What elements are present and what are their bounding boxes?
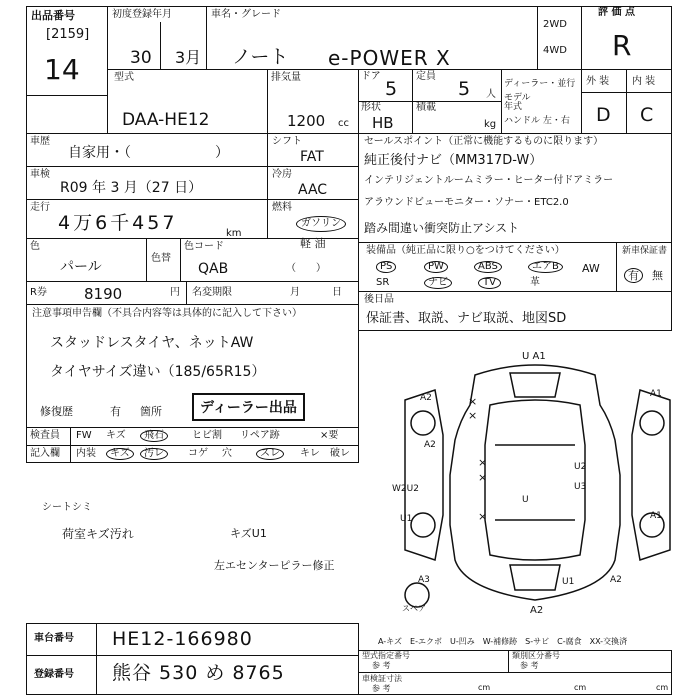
- color-code-value: QAB: [198, 261, 229, 277]
- mark-a2-bottom: A2: [530, 605, 544, 616]
- lot-label: 出品番号: [31, 9, 75, 22]
- handle-label: ハンドル 左・右: [504, 116, 570, 126]
- fuel-diesel: 軽 油: [300, 237, 326, 250]
- capacity-value: 5: [458, 78, 471, 100]
- sales-label: セールスポイント（正常に機能するものに限ります）: [364, 136, 604, 147]
- inspector-row1-1: 飛石: [140, 430, 168, 442]
- stock-number: [2159]: [46, 27, 90, 42]
- dims-cm-2: cm: [574, 683, 587, 692]
- drive-2wd: 2WD: [543, 19, 567, 30]
- notes-label: 注意事項申告欄（不具合内容等は具体的に記入して下さい）: [32, 308, 302, 319]
- rating-value: R: [612, 29, 632, 62]
- inspector-interior: 内装: [76, 448, 96, 459]
- mark-right-2: A2: [610, 575, 622, 585]
- mileage-value: 4万6千457: [58, 212, 178, 234]
- mileage-label: 走行: [30, 202, 50, 213]
- inspection-value: R09 年 3 月（27 日）: [60, 180, 203, 196]
- first-reg-year: 30: [130, 48, 152, 68]
- nominal-label: 名変期限: [192, 287, 232, 298]
- color-code-label: 色コード: [184, 241, 224, 252]
- color-label: 色: [30, 241, 40, 252]
- inspector-label: 検査員: [30, 430, 60, 441]
- displacement-value: 1200: [287, 112, 326, 130]
- equip-leather: 革: [530, 277, 540, 288]
- drive-4wd: 4WD: [543, 45, 567, 56]
- inspector-row2-2: コゲ: [188, 448, 208, 459]
- drive-cell: [537, 6, 582, 70]
- accessories-label: 後日品: [364, 294, 394, 305]
- mark-u-1: U2: [574, 462, 587, 472]
- equip-ps: PS: [376, 261, 396, 273]
- mark-x-1: ×: [468, 395, 478, 408]
- ac-label: 冷房: [272, 169, 292, 180]
- equip-pw: PW: [424, 261, 448, 273]
- mark-right-1: A1: [650, 511, 662, 521]
- entry-label: 記入欄: [30, 448, 60, 459]
- fuel-label: 燃料: [272, 202, 292, 213]
- nominal-month: 月: [290, 287, 300, 298]
- model-value: DAA-HE12: [122, 110, 210, 130]
- mark-left-2: W2U2: [392, 484, 419, 494]
- equip-tv: TV: [478, 277, 501, 289]
- dims-ref: 参 考: [372, 684, 391, 693]
- displacement-label: 排気量: [271, 72, 301, 83]
- mark-right-0: A1: [650, 389, 662, 399]
- class-ref: 参 考: [520, 661, 539, 670]
- inspection-note-3: キズU1: [230, 527, 267, 540]
- plate-label: 登録番号: [34, 669, 74, 680]
- car-grade: e-POWER X: [328, 46, 451, 70]
- mark-x-5: ×: [478, 510, 488, 523]
- inspection-note-1: シートシミ: [42, 502, 92, 513]
- inspector-row1-2: ヒビ割: [192, 430, 222, 441]
- capacity-unit: 人: [486, 89, 496, 100]
- first-reg-label: 初度登録年月: [112, 9, 172, 20]
- repair-label: 修復歴: [40, 405, 73, 418]
- model-spec-ref: 参 考: [372, 661, 391, 670]
- nominal-day: 日: [332, 287, 342, 298]
- warranty-yes: 有: [624, 268, 643, 283]
- door-label: ドア: [361, 71, 381, 82]
- mark-x-3: ×: [478, 456, 488, 469]
- mark-x-4: ×: [478, 471, 488, 484]
- inspector-row2-0: キズ: [106, 448, 134, 460]
- shift-value: FAT: [300, 149, 324, 165]
- history-label: 車歴: [30, 136, 50, 147]
- spare-label: スペア: [402, 604, 426, 613]
- color-value: パール: [60, 259, 102, 275]
- interior-label: 内 装: [632, 76, 656, 87]
- fuel-other: （ ）: [286, 263, 326, 274]
- model-year-label: モデル年式: [504, 93, 531, 112]
- chassis-number: HE12-166980: [112, 628, 253, 650]
- warranty-no: 無: [652, 269, 663, 282]
- shift-label: シフト: [272, 136, 302, 147]
- equip-airbag: エアB: [528, 261, 563, 273]
- dims-cm-3: cm: [656, 683, 669, 692]
- chassis-label: 車台番号: [34, 633, 74, 644]
- model-spec-label: 型式指定番号: [362, 651, 410, 660]
- equip-abs: ABS: [474, 261, 502, 273]
- equip-aw: AW: [582, 262, 600, 275]
- mark-x-2: ×: [468, 409, 478, 422]
- exterior-label: 外 装: [586, 76, 610, 87]
- mark-a1-top: U A1: [522, 351, 546, 362]
- mark-u-3: U1: [562, 577, 575, 587]
- sales-line4: 踏み間違い衝突防止アシスト: [364, 221, 520, 235]
- sales-line1: 純正後付ナビ（MM317D-W）: [364, 153, 543, 168]
- color-change-label: 色替: [151, 253, 171, 264]
- mark-left-1: A2: [424, 440, 436, 450]
- dealer-stamp: ディーラー出品: [192, 393, 305, 421]
- inspector-row2-4: スレ: [256, 448, 284, 460]
- mark-left-4: A3: [418, 575, 430, 585]
- equipment-label: 装備品（純正品に限り○をつけてください）: [366, 245, 565, 256]
- repair-yes: 有: [110, 405, 121, 418]
- car-name: ノート: [232, 46, 289, 68]
- load-label: 積載: [416, 102, 436, 113]
- door-value: 5: [385, 78, 398, 100]
- load-unit: kg: [484, 119, 497, 130]
- legend: A-キズ E-エクボ U-凹み W-補修跡 S-サビ C-腐食 XX-交換済: [378, 637, 628, 646]
- shape-value: HB: [372, 114, 394, 132]
- ac-value: AAC: [298, 182, 328, 198]
- car-damage-diagram: [395, 345, 680, 615]
- mark-left-3: U1: [400, 514, 413, 524]
- inspector-row1-3: リペア跡: [240, 430, 280, 441]
- inspection-label: 車検: [30, 169, 50, 180]
- rating-label: 評 価 点: [598, 7, 635, 18]
- recycle-value: 8190: [84, 285, 123, 303]
- displacement-unit: cc: [338, 118, 349, 129]
- notes-line2: タイヤサイズ違い（185/65R15）: [50, 364, 266, 380]
- interior-grade: C: [640, 104, 654, 126]
- mark-left-0: A2: [420, 393, 432, 403]
- repair-place: 箇所: [140, 405, 162, 418]
- equip-sr: SR: [376, 277, 390, 288]
- dealer-label: ディーラー・並行: [504, 79, 576, 89]
- accessories-value: 保証書、取説、ナビ取説、地図SD: [366, 311, 567, 326]
- class-label: 類別区分番号: [512, 651, 560, 660]
- dims-label: 車検証寸法: [362, 674, 402, 683]
- inspector-row2-1: 汚レ: [140, 448, 168, 460]
- inspection-note-4: 左エセンターピラー修正: [214, 559, 335, 572]
- exterior-grade: D: [596, 104, 611, 126]
- name-label: 車名・グレード: [211, 9, 281, 20]
- inspector-row2-5: キレ: [300, 448, 320, 459]
- sales-line2: インテリジェントルームミラー・ヒーター付ドアミラー: [364, 175, 614, 186]
- sales-line3: アラウンドビューモニター・ソナー・ETC2.0: [364, 197, 569, 208]
- inspector-row1-4: ×要: [320, 430, 339, 441]
- history-value: 自家用・（ ）: [68, 145, 229, 161]
- mileage-unit: km: [226, 228, 242, 239]
- shape-label: 形状: [361, 102, 381, 113]
- model-label: 型式: [114, 72, 134, 83]
- recycle-label: R券: [30, 287, 47, 298]
- plate-number: 熊谷 530 め 8765: [112, 662, 285, 684]
- notes-line1: スタッドレスタイヤ、ネットAW: [50, 335, 254, 351]
- fuel-gasoline: ガソリン: [296, 216, 346, 232]
- inspection-note-2: 荷室キズ汚れ: [62, 527, 134, 541]
- equip-navi: ナビ: [424, 277, 452, 289]
- lot-number: 14: [44, 53, 80, 86]
- mark-u-2: U3: [574, 482, 587, 492]
- inspector-fw: FW: [76, 430, 92, 441]
- mark-u-0: U: [522, 495, 529, 505]
- capacity-label: 定員: [416, 71, 436, 82]
- inspector-row2-6: 破レ: [330, 448, 350, 459]
- inspector-row1-0: キズ: [106, 430, 126, 441]
- recycle-unit: 円: [170, 287, 180, 298]
- inspector-row2-3: 穴: [222, 448, 232, 459]
- warranty-label: 新車保証書: [622, 246, 668, 256]
- dims-cm-1: cm: [478, 683, 491, 692]
- first-reg-month: 3月: [175, 48, 202, 67]
